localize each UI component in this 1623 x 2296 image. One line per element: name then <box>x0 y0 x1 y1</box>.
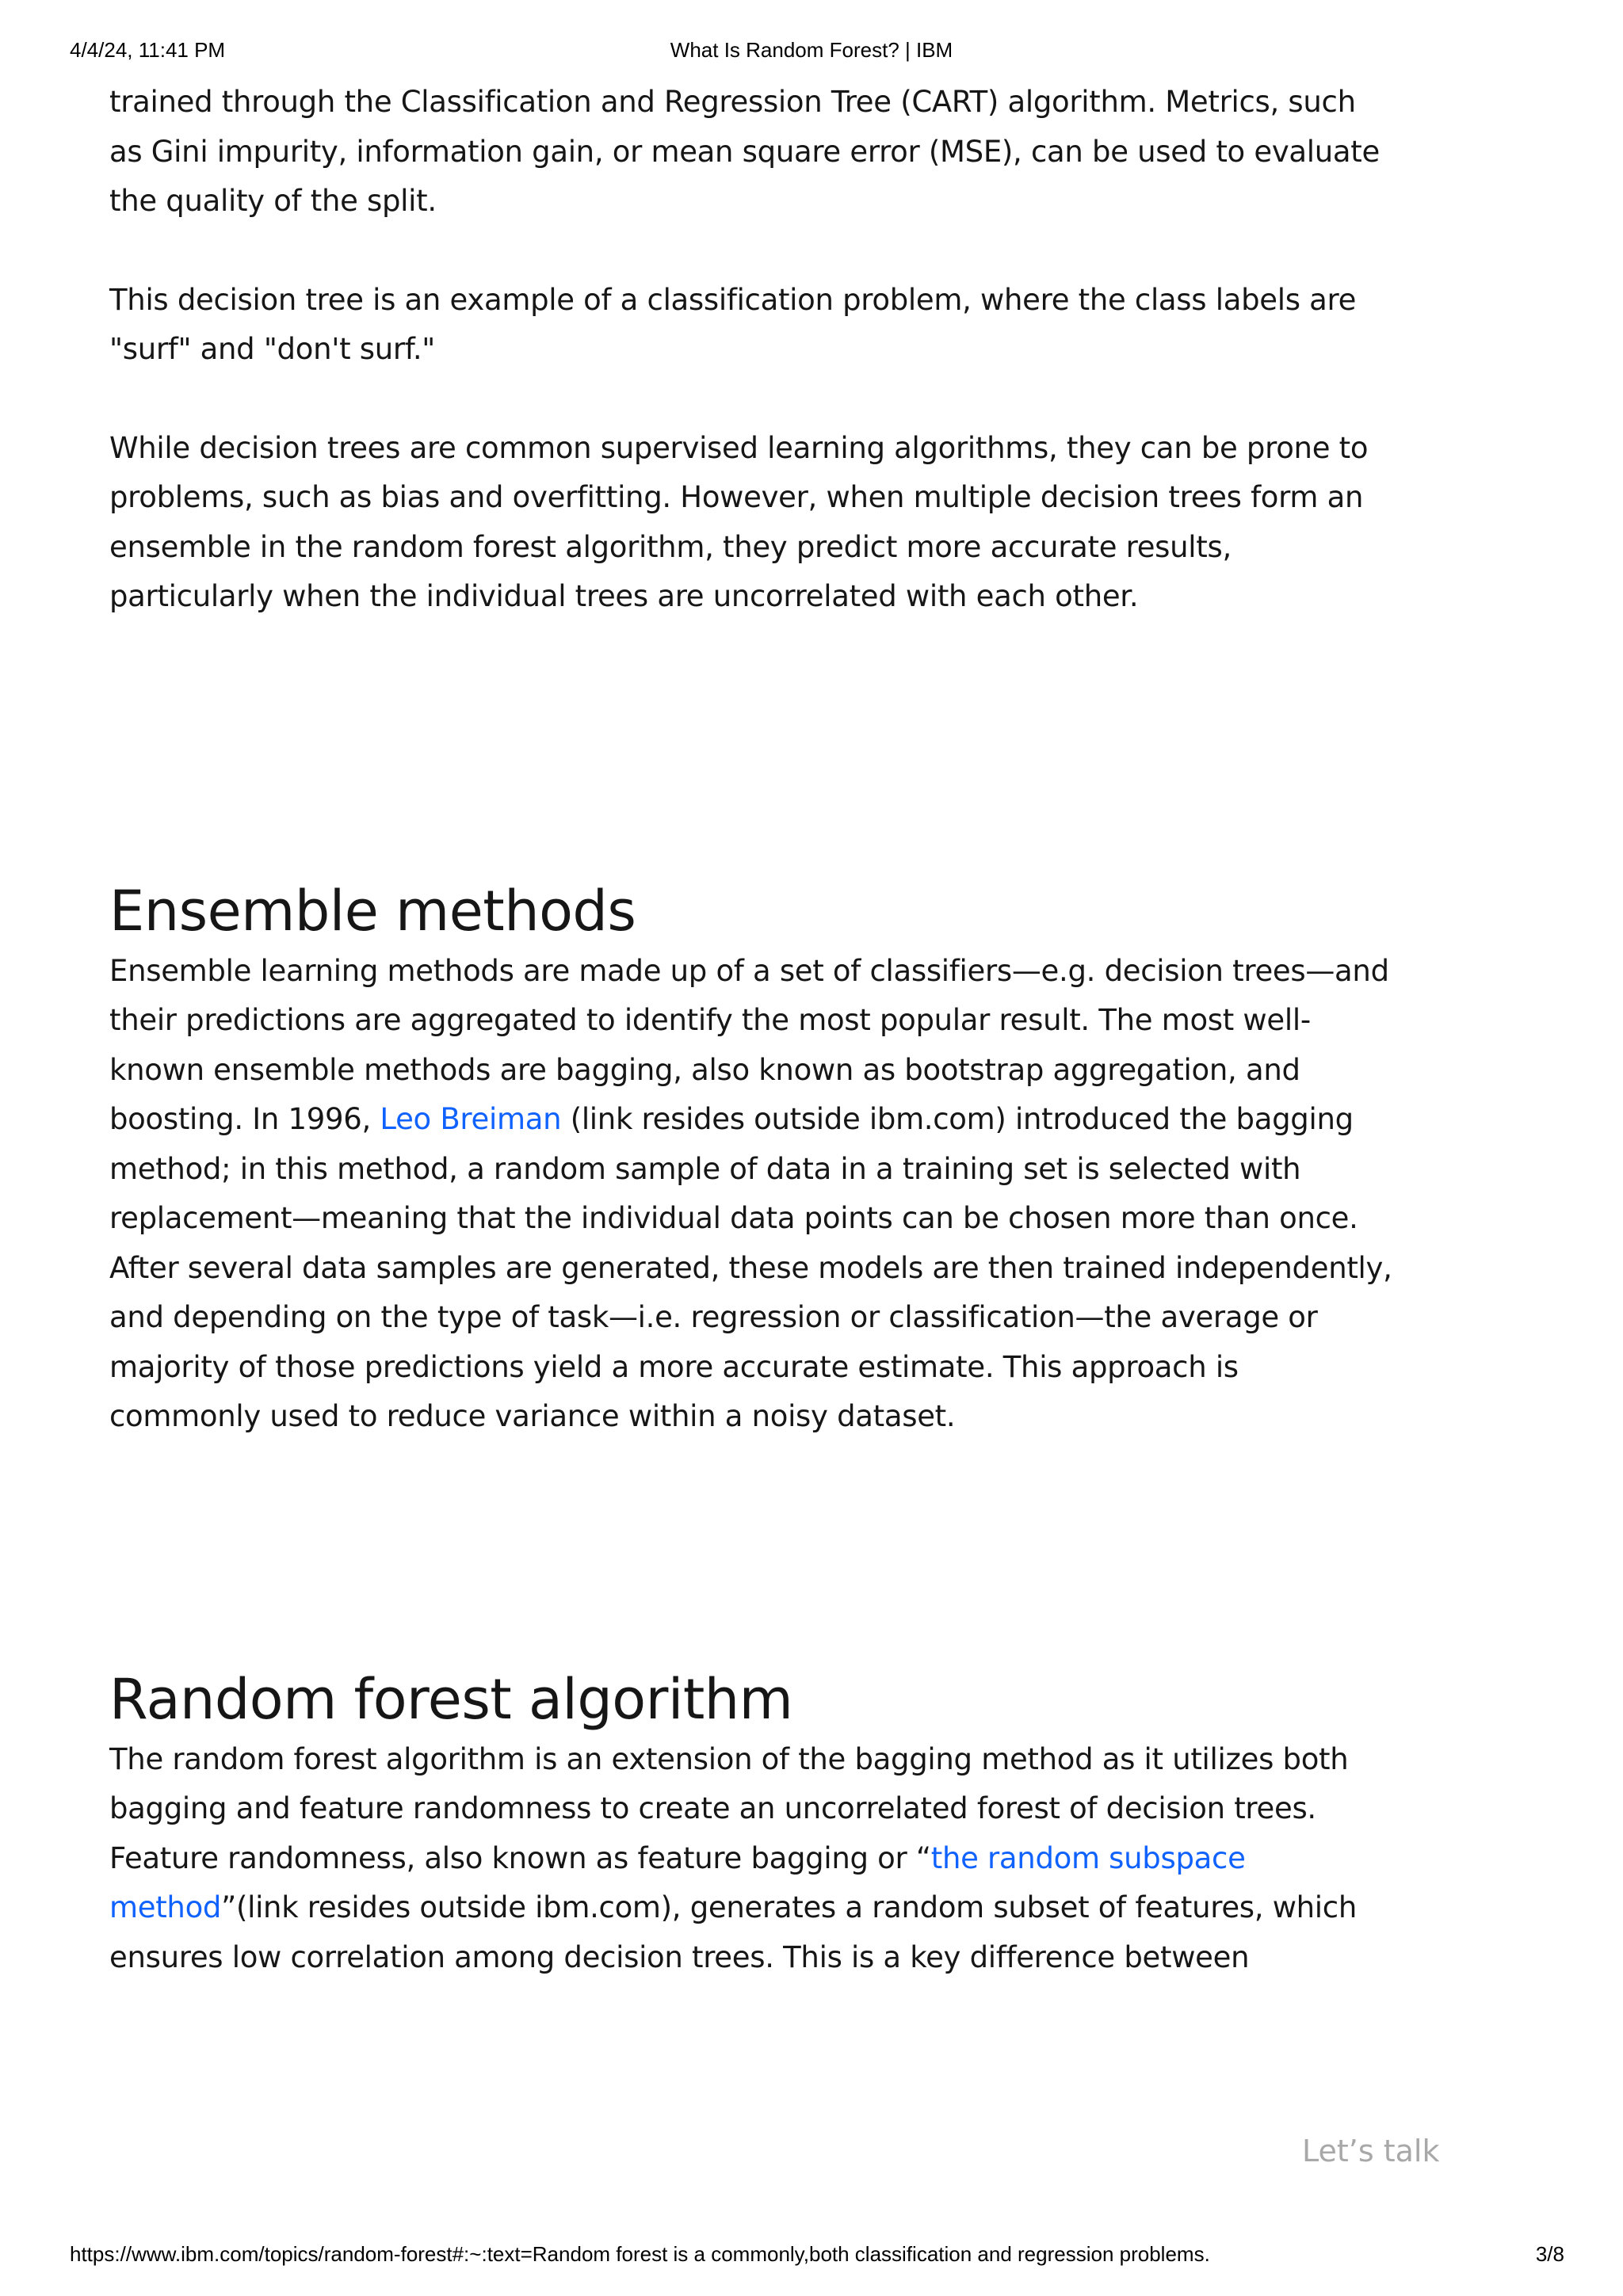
paragraph-random-forest-algorithm <box>109 1735 1393 1983</box>
lets-talk-button[interactable]: Let’s talk <box>1302 2134 1440 2168</box>
leo-breiman-link[interactable]: Leo Breiman <box>380 1102 562 1136</box>
random-forest-text-before-link: The random forest algorithm is an extension of the bagging method as it utilizes both bagging and feature randomness to create an uncorrelated forest of decision trees. Feature randomness, also known as feature bagging or “ <box>109 1741 1349 1875</box>
print-header <box>0 38 1623 70</box>
page-number: 3/8 <box>1535 2242 1564 2266</box>
article-content <box>109 78 1393 1982</box>
ensemble-text-after-link: (link resides outside ibm.com) introduced the bagging method; in this method, a random sample of data in a training set is selected with replacement—meaning that the individual data points can be chosen more than once. After several data samples are generated, these models are then trained independently, and depending on the type of task—i.e. regression or classification—the average or majority of those predictions yield a more accurate estimate. This approach is commonly used to reduce variance within a noisy dataset. <box>109 1102 1392 1433</box>
paragraph-decision-tree-problems: While decision trees are common supervised learning algorithms, they can be prone to problems, such as bias and overfitting. However, when multiple decision trees form an ensemble in the random forest algorithm, they predict more accurate results, particularly when the individual trees are uncorrelated with each other. <box>109 430 1369 613</box>
paragraph-cart: trained through the Classification and Regression Tree (CART) algorithm. Metrics, such as Gini impurity, information gain, or mean square error (MSE), can be used to evaluate the quality of the split. <box>109 85 1380 218</box>
print-url: https://www.ibm.com/topics/random-forest#:~:text=Random forest is a commonly,both classification and regression problems. <box>70 2242 1210 2266</box>
print-page-title: What Is Random Forest? | IBM <box>670 38 953 62</box>
random-forest-text-after-link: ”(link resides outside ibm.com), generates a random subset of features, which ensures low correlation among decision trees. This is a key difference between <box>109 1890 1357 1974</box>
heading-random-forest-algorithm: Random forest algorithm <box>109 1666 793 1732</box>
paragraph-classification-example: This decision tree is an example of a classification problem, where the class labels are "surf" and "don't surf." <box>109 282 1357 366</box>
random-subspace-method-link[interactable]: the random subspace method <box>109 1840 1246 1924</box>
paragraph-ensemble-methods <box>109 947 1393 1442</box>
heading-ensemble-methods: Ensemble methods <box>109 878 636 944</box>
print-datetime: 4/4/24, 11:41 PM <box>70 38 226 62</box>
ensemble-text-before-link: Ensemble learning methods are made up of a set of classifiers—e.g. decision trees—and their predictions are aggregated to identify the most popular result. The most well-known ensemble methods are bagging, also known as bootstrap aggregation, and boosting. In 1996, <box>109 953 1389 1136</box>
print-footer <box>0 2242 1623 2274</box>
